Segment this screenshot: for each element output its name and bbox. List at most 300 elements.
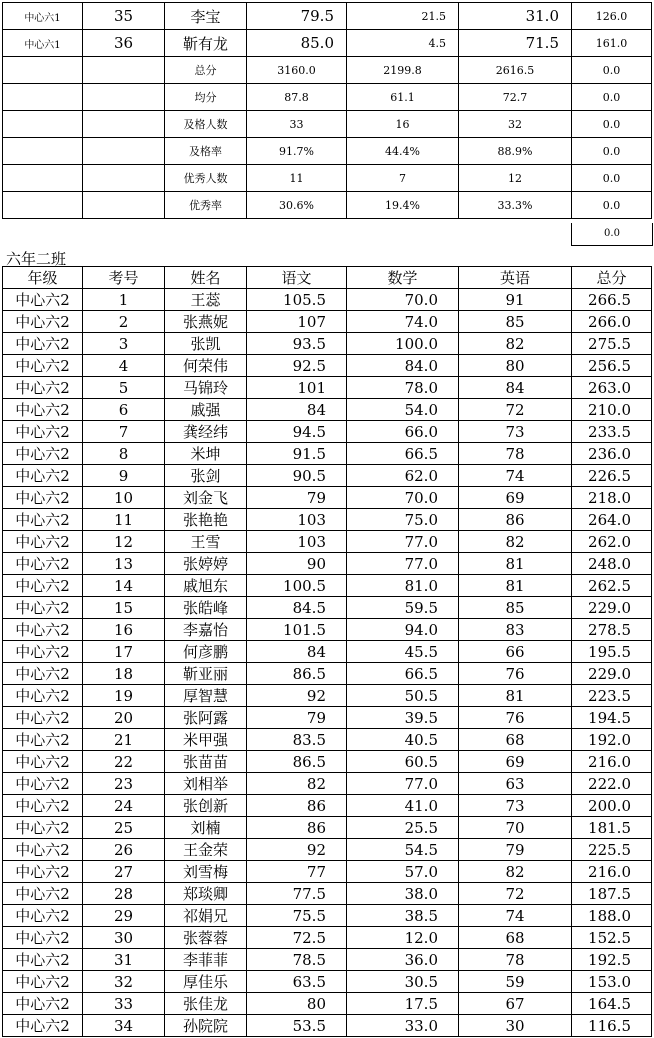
- grade-cell: 中心六2: [3, 861, 83, 883]
- math-cell: 100.0: [347, 333, 459, 355]
- stat-math: 19.4%: [347, 192, 459, 219]
- stat-label: 总分: [165, 57, 247, 84]
- english-cell: 31.0: [459, 3, 572, 30]
- grade-cell: 中心六2: [3, 575, 83, 597]
- chinese-cell: 94.5: [247, 421, 347, 443]
- math-cell: 36.0: [347, 949, 459, 971]
- id-cell: 25: [83, 817, 165, 839]
- math-cell: 66.0: [347, 421, 459, 443]
- english-cell: 70: [459, 817, 572, 839]
- id-cell: 14: [83, 575, 165, 597]
- english-cell: 81: [459, 553, 572, 575]
- column-header: 语文: [247, 267, 347, 289]
- english-cell: 74: [459, 465, 572, 487]
- table-row: [3, 861, 652, 883]
- stat-total: 0.0: [572, 84, 652, 111]
- total-cell: 264.0: [572, 509, 652, 531]
- table-row: [3, 575, 652, 597]
- id-cell: 6: [83, 399, 165, 421]
- stat-total: 0.0: [572, 138, 652, 165]
- summary-table: [2, 2, 652, 219]
- chinese-cell: 92.5: [247, 355, 347, 377]
- table-row: [3, 641, 652, 663]
- name-cell: 靳有龙: [165, 30, 247, 57]
- total-cell: 153.0: [572, 971, 652, 993]
- stat-math: 16: [347, 111, 459, 138]
- math-cell: 30.5: [347, 971, 459, 993]
- grade-cell: 中心六1: [3, 30, 83, 57]
- total-cell: 266.5: [572, 289, 652, 311]
- id-cell: 7: [83, 421, 165, 443]
- math-cell: 41.0: [347, 795, 459, 817]
- table-row: [3, 883, 652, 905]
- math-cell: 77.0: [347, 773, 459, 795]
- name-cell: 厚佳乐: [165, 971, 247, 993]
- grade-cell: 中心六2: [3, 927, 83, 949]
- id-cell: 18: [83, 663, 165, 685]
- chinese-cell: 83.5: [247, 729, 347, 751]
- id-cell: 26: [83, 839, 165, 861]
- table-row: [3, 751, 652, 773]
- name-cell: 张蓉蓉: [165, 927, 247, 949]
- chinese-cell: 75.5: [247, 905, 347, 927]
- total-cell: 216.0: [572, 751, 652, 773]
- math-cell: 45.5: [347, 641, 459, 663]
- name-cell: 刘金飞: [165, 487, 247, 509]
- stats-row: [3, 57, 652, 84]
- math-cell: 17.5: [347, 993, 459, 1015]
- english-cell: 69: [459, 487, 572, 509]
- name-cell: 郑琰卿: [165, 883, 247, 905]
- total-cell: 223.5: [572, 685, 652, 707]
- grade-cell: 中心六2: [3, 795, 83, 817]
- grade-cell: 中心六2: [3, 817, 83, 839]
- english-cell: 91: [459, 289, 572, 311]
- stat-chinese: 91.7%: [247, 138, 347, 165]
- empty-cell: [83, 111, 165, 138]
- chinese-cell: 82: [247, 773, 347, 795]
- id-cell: 3: [83, 333, 165, 355]
- english-cell: 59: [459, 971, 572, 993]
- id-cell: 5: [83, 377, 165, 399]
- stats-row: [3, 84, 652, 111]
- table-row: [3, 817, 652, 839]
- chinese-cell: 92: [247, 839, 347, 861]
- total-cell: 278.5: [572, 619, 652, 641]
- stat-english: 88.9%: [459, 138, 572, 165]
- table-row: [3, 377, 652, 399]
- math-cell: 66.5: [347, 663, 459, 685]
- english-cell: 82: [459, 861, 572, 883]
- id-cell: 19: [83, 685, 165, 707]
- table-row: [3, 663, 652, 685]
- id-cell: 29: [83, 905, 165, 927]
- math-cell: 40.5: [347, 729, 459, 751]
- table-row: [3, 993, 652, 1015]
- name-cell: 戚旭东: [165, 575, 247, 597]
- id-cell: 16: [83, 619, 165, 641]
- english-cell: 82: [459, 531, 572, 553]
- total-cell: 161.0: [572, 30, 652, 57]
- id-cell: 13: [83, 553, 165, 575]
- grade-cell: 中心六2: [3, 641, 83, 663]
- math-cell: 81.0: [347, 575, 459, 597]
- chinese-cell: 79.5: [247, 3, 347, 30]
- chinese-cell: 90.5: [247, 465, 347, 487]
- chinese-cell: 79: [247, 487, 347, 509]
- total-cell: 126.0: [572, 3, 652, 30]
- name-cell: 米坤: [165, 443, 247, 465]
- math-cell: 54.0: [347, 399, 459, 421]
- english-cell: 81: [459, 575, 572, 597]
- extra-total-cell: 0.0: [571, 223, 653, 246]
- total-cell: 229.0: [572, 597, 652, 619]
- total-cell: 181.5: [572, 817, 652, 839]
- grade-cell: 中心六2: [3, 311, 83, 333]
- grade-cell: 中心六2: [3, 487, 83, 509]
- id-cell: 27: [83, 861, 165, 883]
- grade-cell: 中心六2: [3, 399, 83, 421]
- chinese-cell: 78.5: [247, 949, 347, 971]
- header-row: [3, 267, 652, 289]
- stats-row: [3, 165, 652, 192]
- math-cell: 78.0: [347, 377, 459, 399]
- math-cell: 70.0: [347, 487, 459, 509]
- math-cell: 77.0: [347, 553, 459, 575]
- chinese-cell: 86.5: [247, 663, 347, 685]
- math-cell: 94.0: [347, 619, 459, 641]
- total-cell: 266.0: [572, 311, 652, 333]
- id-cell: 8: [83, 443, 165, 465]
- empty-cell: [83, 192, 165, 219]
- table-row: [3, 531, 652, 553]
- id-cell: 12: [83, 531, 165, 553]
- grade-cell: 中心六2: [3, 377, 83, 399]
- stat-total: 0.0: [572, 192, 652, 219]
- stat-chinese: 11: [247, 165, 347, 192]
- math-cell: 66.5: [347, 443, 459, 465]
- math-cell: 39.5: [347, 707, 459, 729]
- math-cell: 54.5: [347, 839, 459, 861]
- column-header: 英语: [459, 267, 572, 289]
- chinese-cell: 84: [247, 641, 347, 663]
- table-row: [3, 30, 652, 57]
- id-cell: 31: [83, 949, 165, 971]
- stat-math: 2199.8: [347, 57, 459, 84]
- english-cell: 72: [459, 883, 572, 905]
- name-cell: 张创新: [165, 795, 247, 817]
- total-cell: 262.0: [572, 531, 652, 553]
- class-title: 六年二班: [6, 250, 67, 268]
- chinese-cell: 80: [247, 993, 347, 1015]
- stat-total: 0.0: [572, 57, 652, 84]
- table-row: [3, 399, 652, 421]
- english-cell: 76: [459, 707, 572, 729]
- total-cell: 195.5: [572, 641, 652, 663]
- name-cell: 张苗苗: [165, 751, 247, 773]
- total-cell: 164.5: [572, 993, 652, 1015]
- grade-cell: 中心六2: [3, 685, 83, 707]
- english-cell: 67: [459, 993, 572, 1015]
- grade-cell: 中心六2: [3, 773, 83, 795]
- english-cell: 76: [459, 663, 572, 685]
- table-row: [3, 487, 652, 509]
- math-cell: 59.5: [347, 597, 459, 619]
- stat-chinese: 33: [247, 111, 347, 138]
- table-row: [3, 421, 652, 443]
- total-cell: 216.0: [572, 861, 652, 883]
- grade-cell: 中心六2: [3, 355, 83, 377]
- table-row: [3, 707, 652, 729]
- table-row: [3, 839, 652, 861]
- grade-cell: 中心六2: [3, 1015, 83, 1037]
- english-cell: 66: [459, 641, 572, 663]
- grade-cell: 中心六2: [3, 663, 83, 685]
- total-cell: 275.5: [572, 333, 652, 355]
- name-cell: 米甲强: [165, 729, 247, 751]
- id-cell: 36: [83, 30, 165, 57]
- stat-english: 33.3%: [459, 192, 572, 219]
- stat-english: 32: [459, 111, 572, 138]
- total-cell: 226.5: [572, 465, 652, 487]
- total-cell: 194.5: [572, 707, 652, 729]
- grade-cell: 中心六2: [3, 553, 83, 575]
- name-cell: 孙院院: [165, 1015, 247, 1037]
- table-row: [3, 685, 652, 707]
- stat-total: 0.0: [572, 165, 652, 192]
- grade-cell: 中心六2: [3, 289, 83, 311]
- name-cell: 刘楠: [165, 817, 247, 839]
- total-cell: 222.0: [572, 773, 652, 795]
- table-row: [3, 553, 652, 575]
- table-row: [3, 355, 652, 377]
- chinese-cell: 77.5: [247, 883, 347, 905]
- math-cell: 75.0: [347, 509, 459, 531]
- english-cell: 73: [459, 795, 572, 817]
- english-cell: 68: [459, 729, 572, 751]
- math-cell: 4.5: [347, 30, 459, 57]
- english-cell: 72: [459, 399, 572, 421]
- column-header: 年级: [3, 267, 83, 289]
- name-cell: 厚智慧: [165, 685, 247, 707]
- empty-cell: [3, 138, 83, 165]
- total-cell: 218.0: [572, 487, 652, 509]
- table-row: [3, 795, 652, 817]
- math-cell: 50.5: [347, 685, 459, 707]
- grade-cell: 中心六2: [3, 531, 83, 553]
- name-cell: 张凯: [165, 333, 247, 355]
- math-cell: 38.5: [347, 905, 459, 927]
- chinese-cell: 100.5: [247, 575, 347, 597]
- name-cell: 戚强: [165, 399, 247, 421]
- id-cell: 21: [83, 729, 165, 751]
- math-cell: 38.0: [347, 883, 459, 905]
- chinese-cell: 90: [247, 553, 347, 575]
- id-cell: 10: [83, 487, 165, 509]
- table-row: [3, 905, 652, 927]
- chinese-cell: 53.5: [247, 1015, 347, 1037]
- name-cell: 祁娟兄: [165, 905, 247, 927]
- chinese-cell: 79: [247, 707, 347, 729]
- chinese-cell: 101.5: [247, 619, 347, 641]
- id-cell: 11: [83, 509, 165, 531]
- name-cell: 刘雪梅: [165, 861, 247, 883]
- table-row: [3, 509, 652, 531]
- chinese-cell: 84.5: [247, 597, 347, 619]
- english-cell: 73: [459, 421, 572, 443]
- math-cell: 62.0: [347, 465, 459, 487]
- grade-cell: 中心六2: [3, 839, 83, 861]
- total-cell: 236.0: [572, 443, 652, 465]
- english-cell: 78: [459, 443, 572, 465]
- name-cell: 刘相举: [165, 773, 247, 795]
- empty-cell: [3, 111, 83, 138]
- table-row: [3, 773, 652, 795]
- table-row: [3, 729, 652, 751]
- english-cell: 85: [459, 597, 572, 619]
- chinese-cell: 72.5: [247, 927, 347, 949]
- total-cell: 210.0: [572, 399, 652, 421]
- stats-row: [3, 111, 652, 138]
- table-row: [3, 311, 652, 333]
- stat-label: 及格率: [165, 138, 247, 165]
- name-cell: 龚经纬: [165, 421, 247, 443]
- name-cell: 李嘉怡: [165, 619, 247, 641]
- english-cell: 85: [459, 311, 572, 333]
- chinese-cell: 91.5: [247, 443, 347, 465]
- name-cell: 张佳龙: [165, 993, 247, 1015]
- id-cell: 28: [83, 883, 165, 905]
- id-cell: 20: [83, 707, 165, 729]
- id-cell: 30: [83, 927, 165, 949]
- column-header: 数学: [347, 267, 459, 289]
- table-row: [3, 465, 652, 487]
- table-row: [3, 927, 652, 949]
- total-cell: 248.0: [572, 553, 652, 575]
- math-cell: 70.0: [347, 289, 459, 311]
- stat-chinese: 30.6%: [247, 192, 347, 219]
- id-cell: 32: [83, 971, 165, 993]
- english-cell: 30: [459, 1015, 572, 1037]
- math-cell: 21.5: [347, 3, 459, 30]
- math-cell: 33.0: [347, 1015, 459, 1037]
- id-cell: 33: [83, 993, 165, 1015]
- name-cell: 何荣伟: [165, 355, 247, 377]
- english-cell: 81: [459, 685, 572, 707]
- english-cell: 69: [459, 751, 572, 773]
- column-header: 姓名: [165, 267, 247, 289]
- math-cell: 25.5: [347, 817, 459, 839]
- name-cell: 张燕妮: [165, 311, 247, 333]
- stat-math: 44.4%: [347, 138, 459, 165]
- name-cell: 张婷婷: [165, 553, 247, 575]
- name-cell: 靳亚丽: [165, 663, 247, 685]
- chinese-cell: 107: [247, 311, 347, 333]
- grade-cell: 中心六2: [3, 905, 83, 927]
- table-row: [3, 1015, 652, 1037]
- name-cell: 李菲菲: [165, 949, 247, 971]
- math-cell: 77.0: [347, 531, 459, 553]
- stat-label: 优秀人数: [165, 165, 247, 192]
- id-cell: 15: [83, 597, 165, 619]
- id-cell: 23: [83, 773, 165, 795]
- total-cell: 192.5: [572, 949, 652, 971]
- stat-chinese: 3160.0: [247, 57, 347, 84]
- math-cell: 74.0: [347, 311, 459, 333]
- english-cell: 86: [459, 509, 572, 531]
- name-cell: 王蕊: [165, 289, 247, 311]
- chinese-cell: 84: [247, 399, 347, 421]
- math-cell: 60.5: [347, 751, 459, 773]
- chinese-cell: 103: [247, 531, 347, 553]
- empty-cell: [83, 165, 165, 192]
- stats-row: [3, 192, 652, 219]
- math-cell: 12.0: [347, 927, 459, 949]
- grade-cell: 中心六2: [3, 993, 83, 1015]
- id-cell: 34: [83, 1015, 165, 1037]
- empty-cell: [3, 165, 83, 192]
- empty-cell: [3, 57, 83, 84]
- english-cell: 74: [459, 905, 572, 927]
- english-cell: 63: [459, 773, 572, 795]
- math-cell: 57.0: [347, 861, 459, 883]
- id-cell: 4: [83, 355, 165, 377]
- english-cell: 79: [459, 839, 572, 861]
- stat-english: 12: [459, 165, 572, 192]
- stat-label: 均分: [165, 84, 247, 111]
- english-cell: 82: [459, 333, 572, 355]
- name-cell: 王金荣: [165, 839, 247, 861]
- stat-label: 优秀率: [165, 192, 247, 219]
- column-header: 考号: [83, 267, 165, 289]
- table-row: [3, 333, 652, 355]
- total-cell: 256.5: [572, 355, 652, 377]
- grade-cell: 中心六2: [3, 465, 83, 487]
- id-cell: 24: [83, 795, 165, 817]
- chinese-cell: 85.0: [247, 30, 347, 57]
- scores-table: [2, 266, 652, 1037]
- grade-cell: 中心六2: [3, 971, 83, 993]
- chinese-cell: 101: [247, 377, 347, 399]
- grade-cell: 中心六2: [3, 421, 83, 443]
- name-cell: 张剑: [165, 465, 247, 487]
- name-cell: 张皓峰: [165, 597, 247, 619]
- grade-cell: 中心六2: [3, 619, 83, 641]
- grade-cell: 中心六2: [3, 751, 83, 773]
- stat-english: 72.7: [459, 84, 572, 111]
- table-row: [3, 597, 652, 619]
- total-cell: 263.0: [572, 377, 652, 399]
- chinese-cell: 92: [247, 685, 347, 707]
- id-cell: 9: [83, 465, 165, 487]
- english-cell: 80: [459, 355, 572, 377]
- total-cell: 187.5: [572, 883, 652, 905]
- id-cell: 2: [83, 311, 165, 333]
- chinese-cell: 77: [247, 861, 347, 883]
- id-cell: 17: [83, 641, 165, 663]
- stat-chinese: 87.8: [247, 84, 347, 111]
- math-cell: 84.0: [347, 355, 459, 377]
- english-cell: 71.5: [459, 30, 572, 57]
- stat-math: 61.1: [347, 84, 459, 111]
- grade-cell: 中心六2: [3, 729, 83, 751]
- stat-label: 及格人数: [165, 111, 247, 138]
- table-row: [3, 289, 652, 311]
- total-cell: 229.0: [572, 663, 652, 685]
- grade-cell: 中心六2: [3, 509, 83, 531]
- name-cell: 张艳艳: [165, 509, 247, 531]
- table-row: [3, 619, 652, 641]
